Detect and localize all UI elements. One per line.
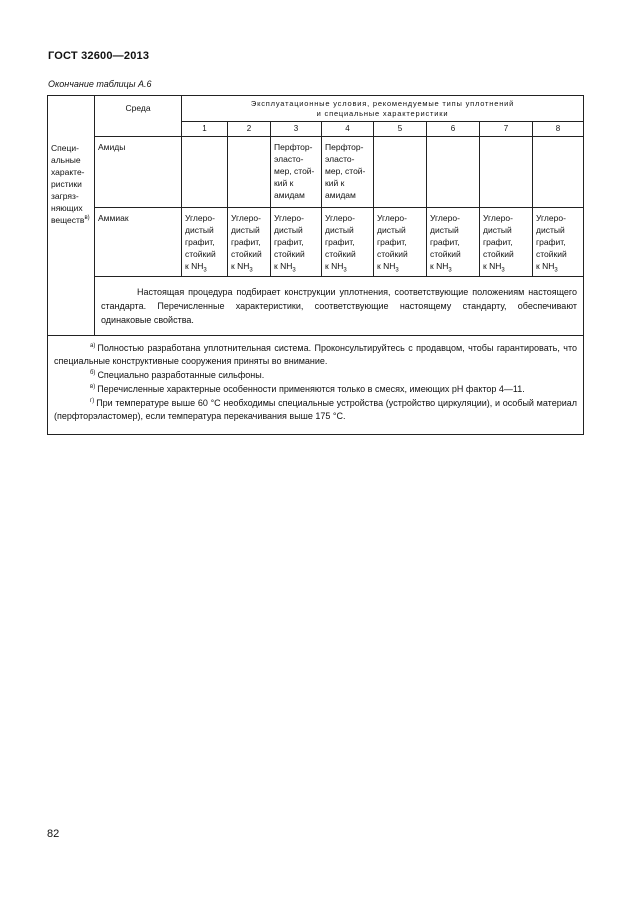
cell-line: Углеро-: [536, 213, 566, 223]
group-label-line: загряз-: [51, 191, 79, 201]
conditions-header: [182, 96, 584, 122]
cell-line: к $NH_3$: [377, 261, 399, 274]
cell-line: Перфтор-: [325, 142, 364, 152]
cell-line: амидам: [274, 190, 305, 200]
conditions-header-line-1: Эксплуатационные условия, рекомендуемые типы уплотнений: [250, 99, 515, 108]
cell-line: к $NH_3$: [483, 261, 505, 274]
footnote-text: Полностью разработана уплотнительная система. Проконсультируйтесь с продавцом, чтобы гарантировать, что специальные конструктивные сооружения приняты во внимание.: [54, 343, 577, 366]
cell-line: графит,: [430, 237, 460, 247]
group-label-line: характе-: [51, 167, 85, 177]
subscript: 3: [554, 267, 558, 274]
value-cell: [374, 208, 427, 277]
cell-line: графит,: [483, 237, 513, 247]
cell-line: к $NH_3$: [536, 261, 558, 274]
footnote: [54, 369, 577, 382]
column-number: 4: [322, 122, 374, 137]
cell-line: стойкий: [430, 249, 461, 259]
medium-header: Среда: [95, 96, 182, 137]
cell-line: Углеро-: [274, 213, 304, 223]
standard-header: ГОСТ 32600—2013: [48, 50, 150, 62]
cell-line: дистый: [377, 225, 406, 235]
cell-line: графит,: [377, 237, 407, 247]
cell-line: стойкий: [325, 249, 356, 259]
column-number: 1: [182, 122, 228, 137]
subscript: 3: [203, 267, 207, 274]
footnote-mark: г): [90, 398, 95, 404]
cell-line: графит,: [274, 237, 304, 247]
cell-line: дистый: [274, 225, 303, 235]
value-cell: [533, 137, 584, 208]
cell-line: Углеро-: [185, 213, 215, 223]
subscript: 3: [395, 267, 399, 274]
page-number: 82: [47, 828, 60, 840]
cell-line: к $NH_3$: [231, 261, 253, 274]
value-cell: [427, 137, 480, 208]
footnote-mark: а): [90, 343, 96, 349]
cell-line: стойкий: [377, 249, 408, 259]
value-cell: [182, 137, 228, 208]
cell-line: эласто-: [274, 154, 304, 164]
subscript: 3: [292, 267, 296, 274]
cell-line: графит,: [325, 237, 355, 247]
cell-line: Углеро-: [231, 213, 261, 223]
cell-line: графит,: [185, 237, 215, 247]
footnote: [54, 383, 577, 396]
medium-cell: Аммиак: [95, 208, 182, 277]
value-cell: [271, 208, 322, 277]
column-number: 6: [427, 122, 480, 137]
footnote-text: При температуре выше 60 °С необходимы специальные устройства (устройство циркуляции), и особый материал (перфторэластомер), если температура перекачивания выше 175 °С.: [54, 398, 577, 421]
value-cell: [427, 208, 480, 277]
cell-line: кий к: [325, 178, 345, 188]
cell-line: графит,: [231, 237, 261, 247]
subscript: 3: [343, 267, 347, 274]
footnote-mark: б): [90, 370, 96, 376]
cell-line: к $NH_3$: [185, 261, 207, 274]
footnote: [54, 397, 577, 423]
cell-line: Углеро-: [325, 213, 355, 223]
medium-cell: Амиды: [95, 137, 182, 208]
cell-line: стойкий: [483, 249, 514, 259]
group-label-line: ристики: [51, 179, 82, 189]
cell-line: стойкий: [185, 249, 216, 259]
cell-line: к $NH_3$: [274, 261, 296, 274]
value-cell: [480, 137, 533, 208]
cell-line: дистый: [536, 225, 565, 235]
cell-line: амидам: [325, 190, 356, 200]
cell-line: Углеро-: [483, 213, 513, 223]
footnote-text: Перечисленные характерные особенности применяются только в смесях, имеющих pH фактор 4—11.: [97, 384, 525, 394]
group-label-cell: [48, 96, 95, 336]
table-row-ammonia: [48, 208, 584, 277]
cell-line: мер, стой-: [274, 166, 315, 176]
table-row-amides: [48, 137, 584, 208]
group-label-line: Специ-: [51, 143, 79, 153]
cell-line: дистый: [483, 225, 512, 235]
cell-line: дистый: [231, 225, 260, 235]
cell-line: к $NH_3$: [430, 261, 452, 274]
note-cell: [95, 277, 584, 336]
cell-line: кий к: [274, 178, 294, 188]
column-number: 7: [480, 122, 533, 137]
cell-line: дистый: [185, 225, 214, 235]
value-cell: [228, 208, 271, 277]
cell-line: стойкий: [274, 249, 305, 259]
cell-line: к $NH_3$: [325, 261, 347, 274]
value-cell: [228, 137, 271, 208]
subscript: 3: [249, 267, 253, 274]
value-cell: [374, 137, 427, 208]
footnote-mark: в): [90, 384, 96, 390]
cell-line: Углеро-: [430, 213, 460, 223]
table-caption: Окончание таблицы А.6: [48, 79, 152, 89]
group-label: [51, 142, 91, 226]
cell-line: дистый: [430, 225, 459, 235]
seal-table: [47, 95, 584, 435]
value-cell: [271, 137, 322, 208]
cell-line: мер, стой-: [325, 166, 366, 176]
column-number: 2: [228, 122, 271, 137]
column-number: 3: [271, 122, 322, 137]
value-cell: [533, 208, 584, 277]
cell-line: Перфтор-: [274, 142, 313, 152]
footnote-text: Специально разработанные сильфоны.: [97, 370, 265, 380]
group-label-line: няющих: [51, 203, 83, 213]
cell-line: стойкий: [536, 249, 567, 259]
value-cell: [322, 137, 374, 208]
footnotes-cell: [48, 336, 584, 435]
cell-line: эласто-: [325, 154, 355, 164]
note-text: Настоящая процедура подбирает конструкции уплотнения, соответствующие положениям настоящего стандарта. Перечисленные характеристики, соответствующие настоящему стандарту, обеспечивают одинаковые свойства.: [101, 287, 577, 325]
value-cell: [480, 208, 533, 277]
footnote-mark: в): [84, 215, 90, 222]
conditions-header-line-2: и специальные характеристики: [316, 109, 449, 118]
group-label-line: веществ$^{в)}$: [51, 215, 90, 225]
cell-line: дистый: [325, 225, 354, 235]
group-label-line: альные: [51, 155, 81, 165]
cell-line: Углеро-: [377, 213, 407, 223]
value-cell: [322, 208, 374, 277]
column-number: 8: [533, 122, 584, 137]
subscript: 3: [448, 267, 452, 274]
subscript: 3: [501, 267, 505, 274]
footnote: [54, 342, 577, 368]
value-cell: [182, 208, 228, 277]
column-number: 5: [374, 122, 427, 137]
cell-line: стойкий: [231, 249, 262, 259]
cell-line: графит,: [536, 237, 566, 247]
